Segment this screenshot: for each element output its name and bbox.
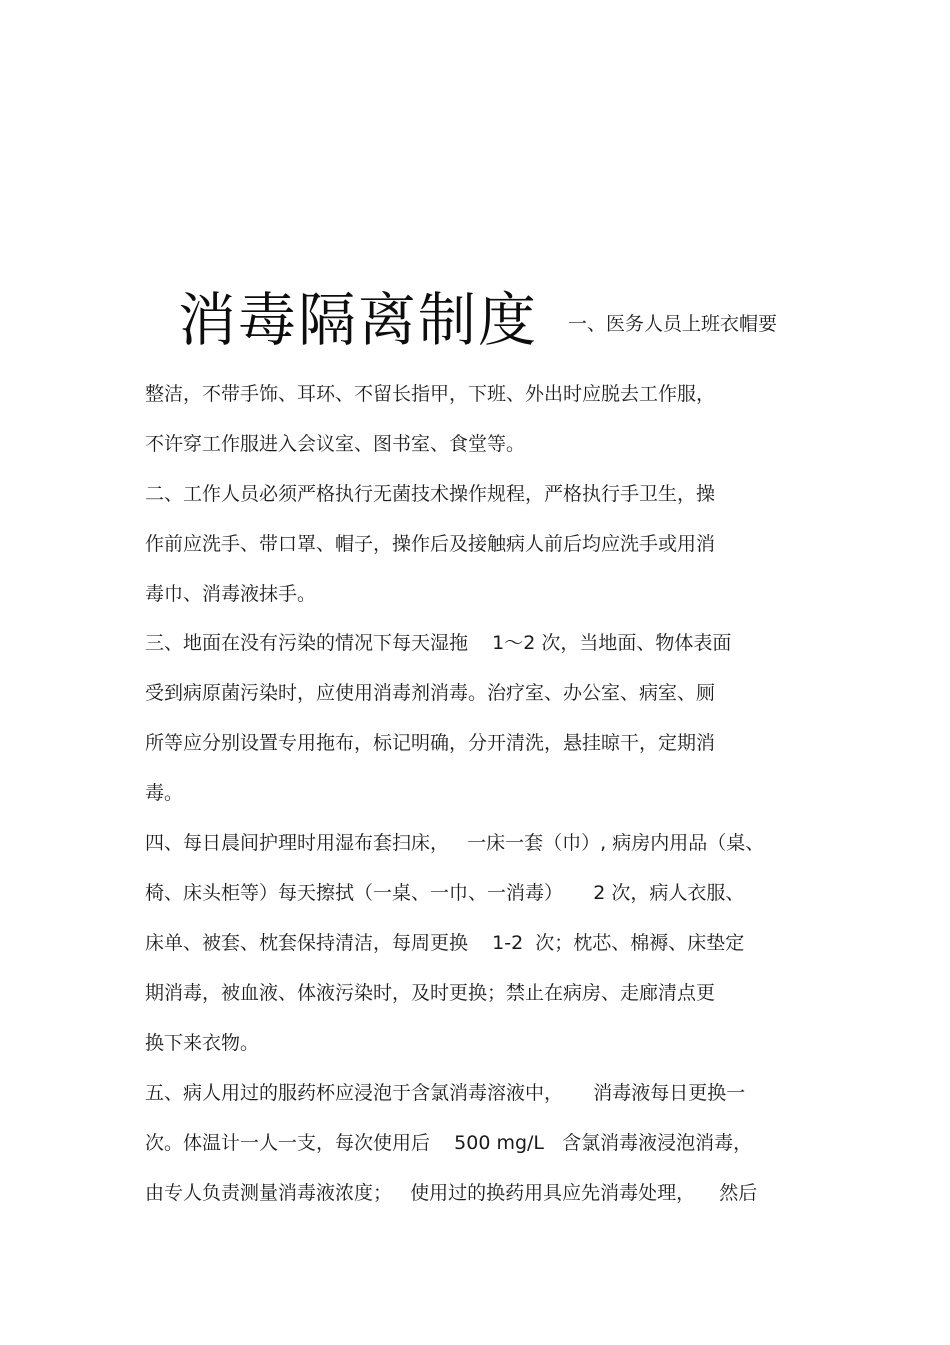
body-line: 床单、被套、枕套保持清洁，每周更换 1-2 次；枕芯、棉褥、床垫定 bbox=[145, 932, 745, 954]
body-line: 不许穿工作服进入会议室、图书室、食堂等。 bbox=[145, 433, 526, 455]
document-title: 消毒隔离制度 bbox=[178, 286, 539, 354]
body-line: 期消毒，被血液、体液污染时，及时更换；禁止在病房、走廊清点更 bbox=[145, 982, 716, 1004]
title-line bbox=[178, 280, 878, 360]
body-line: 毒巾、消毒液抹手。 bbox=[145, 583, 317, 605]
paragraph-1-start: 一、医务人员上班衣帽要 bbox=[568, 313, 778, 335]
body-line: 椅、床头柜等）每天擦拭（一桌、一巾、一消毒） 2 次，病人衣服、 bbox=[145, 882, 745, 904]
body-line: 由专人负责测量消毒液浓度； 使用过的换药用具应先消毒处理， 然后 bbox=[145, 1182, 758, 1204]
body-line: 毒。 bbox=[145, 782, 184, 804]
body-line: 四、每日晨间护理时用湿布套扫床， 一床一套（巾）, 病房内用品（桌、 bbox=[145, 832, 765, 854]
body-line: 受到病原菌污染时，应使用消毒剂消毒。治疗室、办公室、病室、厕 bbox=[145, 682, 716, 704]
body-line: 五、病人用过的服药杯应浸泡于含氯消毒溶液中， 消毒液每日更换一 bbox=[145, 1082, 746, 1104]
body-line: 次。体温计一人一支，每次使用后 500 mg/L 含氯消毒液浸泡消毒， bbox=[145, 1132, 753, 1154]
body-line: 三、地面在没有污染的情况下每天湿拖 1～2 次，当地面、物体表面 bbox=[145, 632, 732, 654]
body-line: 所等应分别设置专用拖布，标记明确，分开清洗，悬挂晾干，定期消 bbox=[145, 732, 716, 754]
body-line: 整洁，不带手饰、耳环、不留长指甲，下班、外出时应脱去工作服， bbox=[145, 383, 716, 405]
body-line: 二、工作人员必须严格执行无菌技术操作规程，严格执行手卫生，操 bbox=[145, 483, 716, 505]
body-line: 换下来衣物。 bbox=[145, 1032, 260, 1054]
body-line: 作前应洗手、带口罩、帽子，操作后及接触病人前后均应洗手或用消 bbox=[145, 533, 716, 555]
